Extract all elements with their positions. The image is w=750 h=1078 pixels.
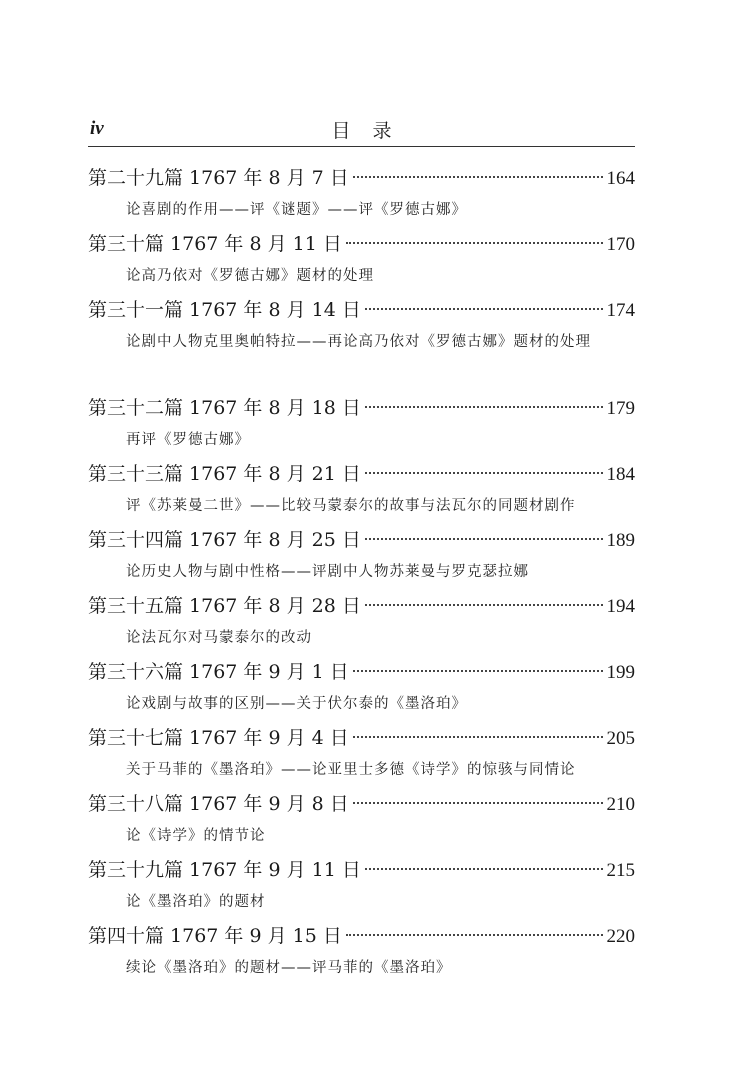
chapter-subtitle: 续论《墨洛珀》的题材——评马菲的《墨洛珀》 xyxy=(126,960,452,976)
dot-leader xyxy=(365,604,603,606)
chapter-title: 第三十九篇 1767 年 9 月 11 日 xyxy=(88,859,361,881)
toc-entry[interactable] xyxy=(88,590,635,656)
dot-leader xyxy=(353,176,603,178)
toc-entry[interactable] xyxy=(88,458,635,524)
chapter-subtitle: 论《诗学》的情节论 xyxy=(126,828,266,844)
page-ref: 210 xyxy=(606,794,635,815)
table-of-contents xyxy=(88,162,635,986)
chapter-subtitle: 论戏剧与故事的区别——关于伏尔泰的《墨洛珀》 xyxy=(126,696,467,712)
chapter-subtitle: 关于马菲的《墨洛珀》——论亚里士多德《诗学》的惊骇与同情论 xyxy=(126,762,576,778)
page-header xyxy=(88,114,635,147)
toc-entry[interactable] xyxy=(88,162,635,228)
chapter-subtitle: 论剧中人物克里奥帕特拉——再论高乃依对《罗德古娜》题材的处理 xyxy=(126,334,591,350)
dot-leader xyxy=(353,670,603,672)
page-ref: 174 xyxy=(606,300,635,321)
dot-leader xyxy=(353,802,603,804)
dot-leader xyxy=(346,934,603,936)
chapter-title: 第三十四篇 1767 年 8 月 25 日 xyxy=(88,529,361,551)
toc-entry[interactable] xyxy=(88,920,635,986)
running-head: 目录 xyxy=(331,120,414,142)
page-ref: 184 xyxy=(606,464,635,485)
chapter-title: 第四十篇 1767 年 9 月 15 日 xyxy=(88,925,342,947)
toc-entry[interactable] xyxy=(88,656,635,722)
chapter-subtitle: 论历史人物与剧中性格——评剧中人物苏莱曼与罗克瑟拉娜 xyxy=(126,564,529,580)
chapter-title: 第三十篇 1767 年 8 月 11 日 xyxy=(88,233,342,255)
page-ref: 179 xyxy=(606,398,635,419)
chapter-title: 第二十九篇 1767 年 8 月 7 日 xyxy=(88,167,349,189)
chapter-title: 第三十三篇 1767 年 8 月 21 日 xyxy=(88,463,361,485)
chapter-subtitle: 再评《罗德古娜》 xyxy=(126,432,250,448)
page-ref: 205 xyxy=(606,728,635,749)
chapter-title: 第三十五篇 1767 年 8 月 28 日 xyxy=(88,595,361,617)
chapter-title: 第三十二篇 1767 年 8 月 18 日 xyxy=(88,397,361,419)
chapter-subtitle: 论高乃依对《罗德古娜》题材的处理 xyxy=(126,268,374,284)
dot-leader xyxy=(365,406,603,408)
toc-entry[interactable] xyxy=(88,524,635,590)
page-ref: 189 xyxy=(606,530,635,551)
toc-entry[interactable] xyxy=(88,228,635,294)
page-ref: 220 xyxy=(606,926,635,947)
dot-leader xyxy=(353,736,603,738)
dot-leader xyxy=(365,308,603,310)
toc-entry[interactable] xyxy=(88,294,635,392)
chapter-title: 第三十八篇 1767 年 9 月 8 日 xyxy=(88,793,349,815)
chapter-title: 第三十一篇 1767 年 8 月 14 日 xyxy=(88,299,361,321)
page-ref: 170 xyxy=(606,234,635,255)
toc-entry[interactable] xyxy=(88,722,635,788)
chapter-subtitle: 评《苏莱曼二世》——比较马蒙泰尔的故事与法瓦尔的同题材剧作 xyxy=(126,498,576,514)
chapter-subtitle: 论法瓦尔对马蒙泰尔的改动 xyxy=(126,630,312,646)
toc-entry[interactable] xyxy=(88,788,635,854)
chapter-title: 第三十六篇 1767 年 9 月 1 日 xyxy=(88,661,349,683)
page-ref: 215 xyxy=(606,860,635,881)
chapter-subtitle: 论《墨洛珀》的题材 xyxy=(126,894,266,910)
page-ref: 194 xyxy=(606,596,635,617)
dot-leader xyxy=(346,242,603,244)
dot-leader xyxy=(365,538,603,540)
dot-leader xyxy=(365,868,603,870)
toc-entry[interactable] xyxy=(88,854,635,920)
chapter-title: 第三十七篇 1767 年 9 月 4 日 xyxy=(88,727,349,749)
chapter-subtitle: 论喜剧的作用——评《谜题》——评《罗德古娜》 xyxy=(126,202,467,218)
page-number: iv xyxy=(90,118,104,139)
page-ref: 199 xyxy=(606,662,635,683)
page-ref: 164 xyxy=(606,168,635,189)
dot-leader xyxy=(365,472,603,474)
toc-entry[interactable] xyxy=(88,392,635,458)
